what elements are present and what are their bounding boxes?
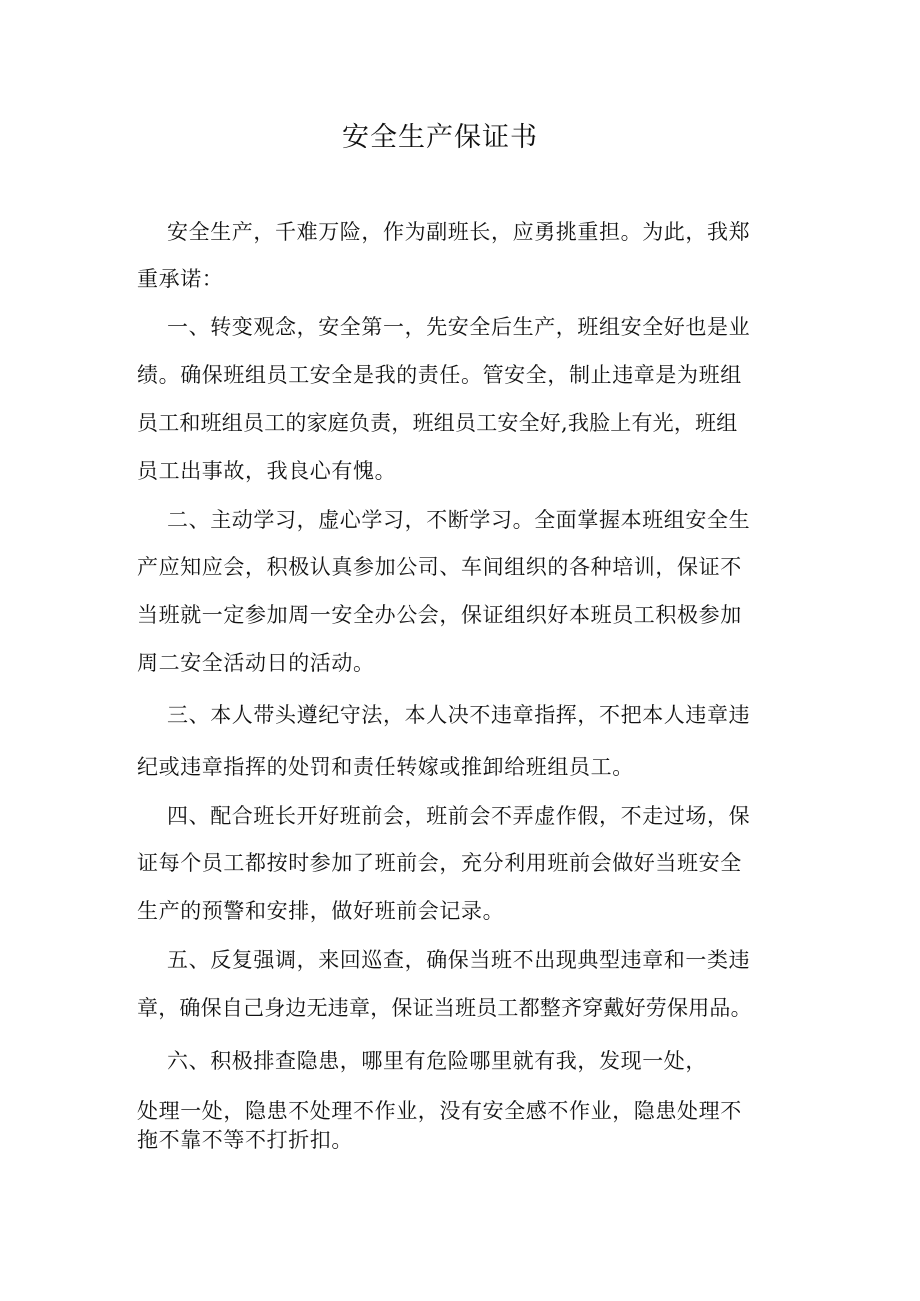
body-line: 当班就一定参加周一安全办公会，保证组织好本班员工积极参加 [137,603,742,627]
body-line: 重承诺： [137,267,224,291]
body-line: 四、配合班长开好班前会，班前会不弄虚作假，不走过场，保 [167,804,751,828]
body-line: 二、主动学习，虚心学习，不断学习。全面掌握本班组安全生 [167,508,751,532]
body-line: 安全生产，千难万险，作为副班长，应勇挑重担。为此，我郑 [167,220,751,244]
body-line: 六、积极排查隐患，哪里有危险哪里就有我，发现一处， [167,1049,707,1073]
body-line: 绩。确保班组员工安全是我的责任。管安全，制止违章是为班组 [137,363,742,387]
body-line: 五、反复强调，来回巡查，确保当班不出现典型违章和一类违 [167,948,751,972]
body-line: 员工和班组员工的家庭负责，班组员工安全好,我脸上有光，班组 [137,411,738,435]
body-line: 章，确保自己身边无违章，保证当班员工都整齐穿戴好劳保用品。 [137,996,752,1020]
body-line: 生产的预警和安排，做好班前会记录。 [137,899,505,923]
body-line: 纪或违章指挥的处罚和责任转嫁或推卸给班组员工。 [137,755,634,779]
body-line: 拖不靠不等不打折扣。 [137,1128,353,1152]
body-line: 员工出事故，我良心有愧。 [137,459,397,483]
body-line: 三、本人带头遵纪守法，本人决不违章指挥，不把本人违章违 [167,703,751,727]
body-line: 证每个员工都按时参加了班前会，充分利用班前会做好当班安全 [137,851,742,875]
body-line: 产应知应会，积极认真参加公司、车间组织的各种培训，保证不 [137,555,742,579]
document-title: 安全生产保证书 [342,122,538,153]
body-line: 周二安全活动日的活动。 [137,651,375,675]
body-line: 处理一处，隐患不处理不作业，没有安全感不作业，隐患处理不 [137,1099,742,1123]
body-line: 一、转变观念，安全第一，先安全后生产，班组安全好也是业 [167,315,751,339]
